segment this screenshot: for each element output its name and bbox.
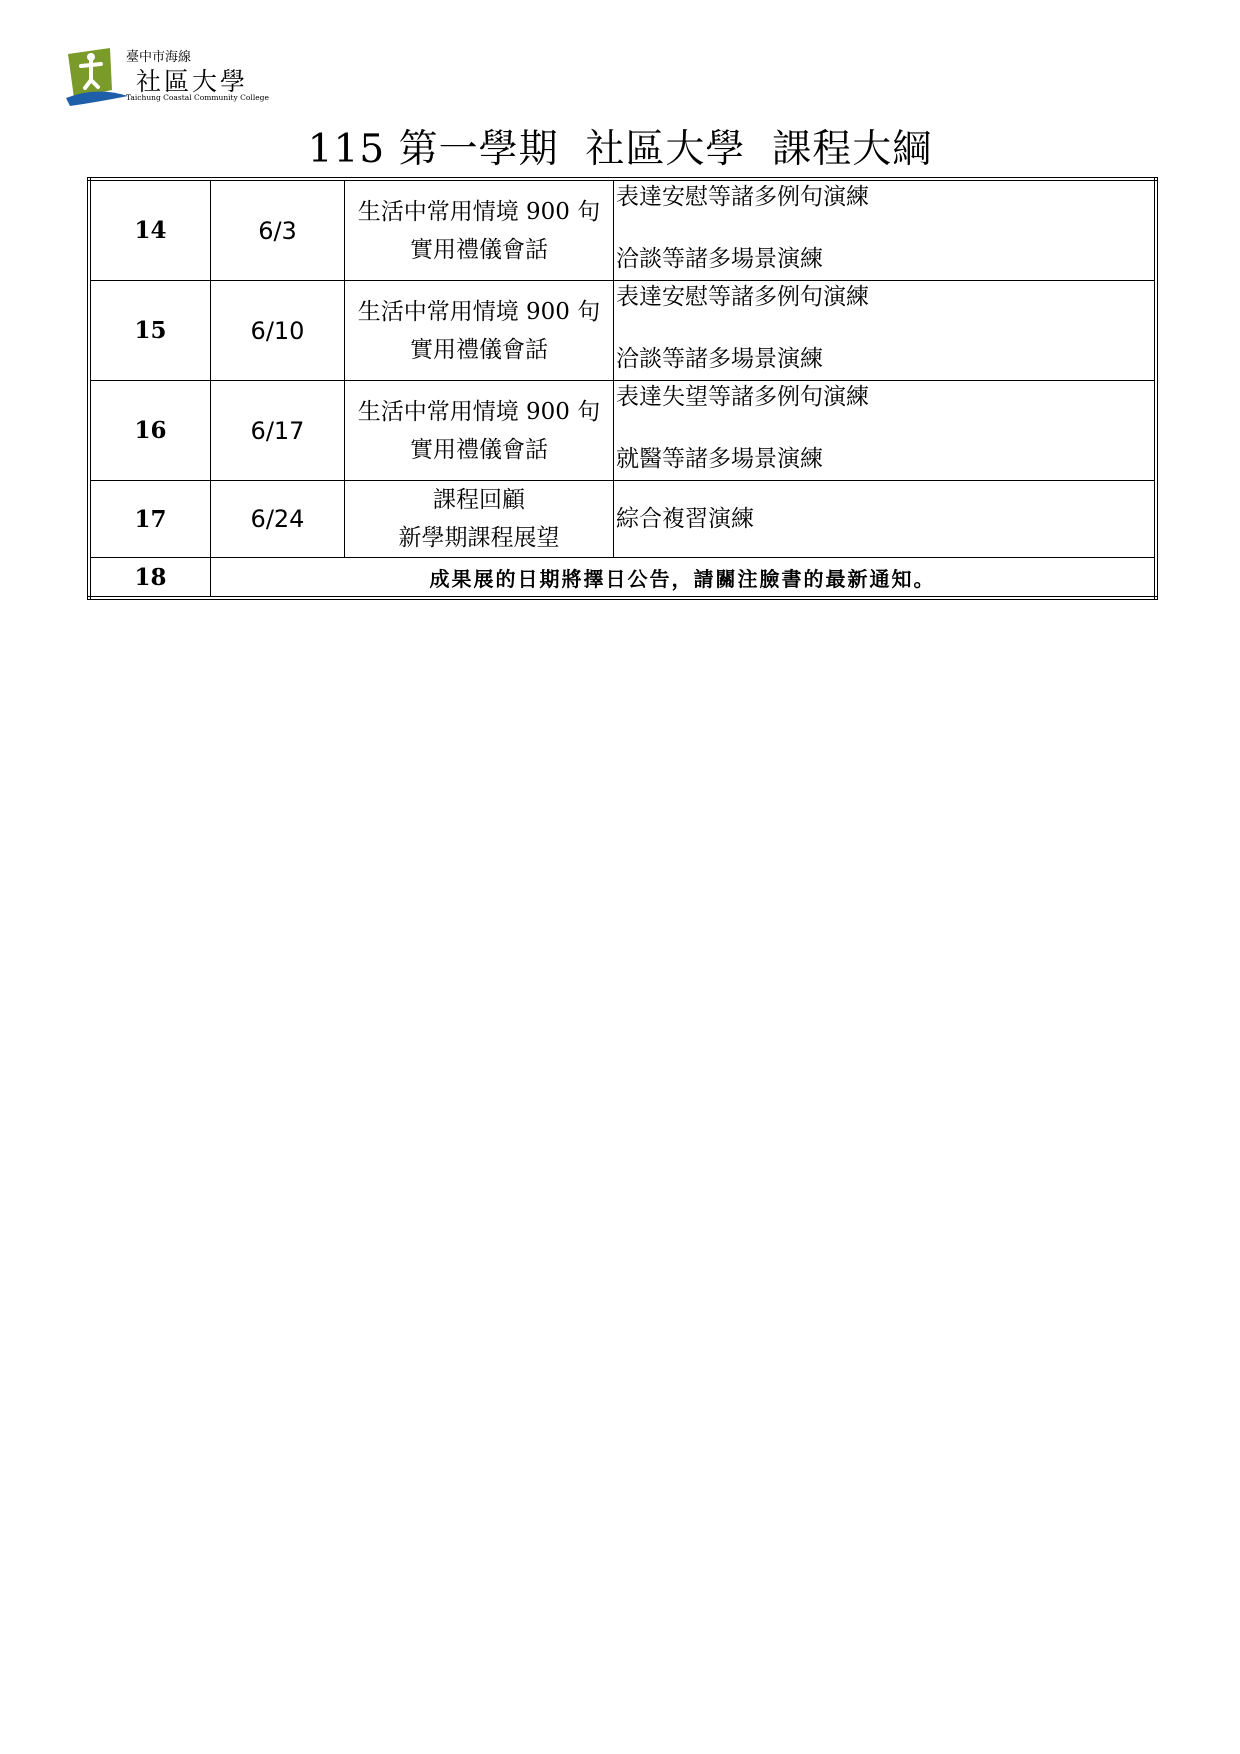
topic-cell	[345, 481, 614, 558]
content-line: 洽談等諸多場景演練	[616, 246, 823, 272]
college-emblem-icon	[66, 46, 128, 108]
topic-line: 生活中常用情境 900 句	[357, 198, 601, 225]
content-cell	[614, 381, 1157, 481]
table-row	[89, 179, 1156, 281]
topic-line: 新學期課程展望	[398, 525, 560, 551]
content-line: 表達安慰等諸多例句演練	[616, 284, 869, 310]
table-row	[89, 281, 1156, 381]
week-cell: 14	[89, 179, 211, 281]
topic-line: 實用禮儀會話	[410, 236, 548, 263]
date-cell: 6/17	[211, 381, 345, 481]
logo-english-name: Taichung Coastal Community College	[126, 93, 269, 102]
syllabus-table	[87, 177, 1158, 600]
week-cell: 18	[89, 558, 211, 599]
table-row	[89, 558, 1156, 599]
topic-line: 實用禮儀會話	[410, 436, 548, 463]
content-cell	[614, 179, 1157, 281]
content-cell	[614, 281, 1157, 381]
content-line: 表達失望等諸多例句演練	[616, 384, 869, 410]
table-row	[89, 381, 1156, 481]
table-row	[89, 481, 1156, 558]
topic-cell	[345, 179, 614, 281]
content-line: 就醫等諸多場景演練	[616, 446, 823, 472]
topic-line: 生活中常用情境 900 句	[357, 398, 601, 425]
week-cell: 17	[89, 481, 211, 558]
topic-line: 實用禮儀會話	[410, 336, 548, 363]
topic-line: 生活中常用情境 900 句	[357, 298, 601, 325]
date-cell: 6/24	[211, 481, 345, 558]
week-cell: 15	[89, 281, 211, 381]
date-cell: 6/3	[211, 179, 345, 281]
content-line: 表達安慰等諸多例句演練	[616, 184, 869, 210]
logo-college-name: 社區大學	[136, 67, 249, 96]
logo-city-text: 臺中市海線	[126, 50, 192, 65]
date-cell: 6/10	[211, 281, 345, 381]
content-cell	[614, 481, 1157, 558]
page-title: 115 第一學期 社區大學 課程大綱	[307, 127, 933, 172]
content-line: 綜合複習演練	[616, 506, 754, 532]
exhibition-notice: 成果展的日期將擇日公告，請關注臉書的最新通知。	[211, 558, 1157, 599]
content-line: 洽談等諸多場景演練	[616, 346, 823, 372]
topic-line: 課程回顧	[433, 487, 525, 513]
topic-cell	[345, 381, 614, 481]
week-cell: 16	[89, 381, 211, 481]
college-logo	[66, 44, 276, 110]
topic-cell	[345, 281, 614, 381]
